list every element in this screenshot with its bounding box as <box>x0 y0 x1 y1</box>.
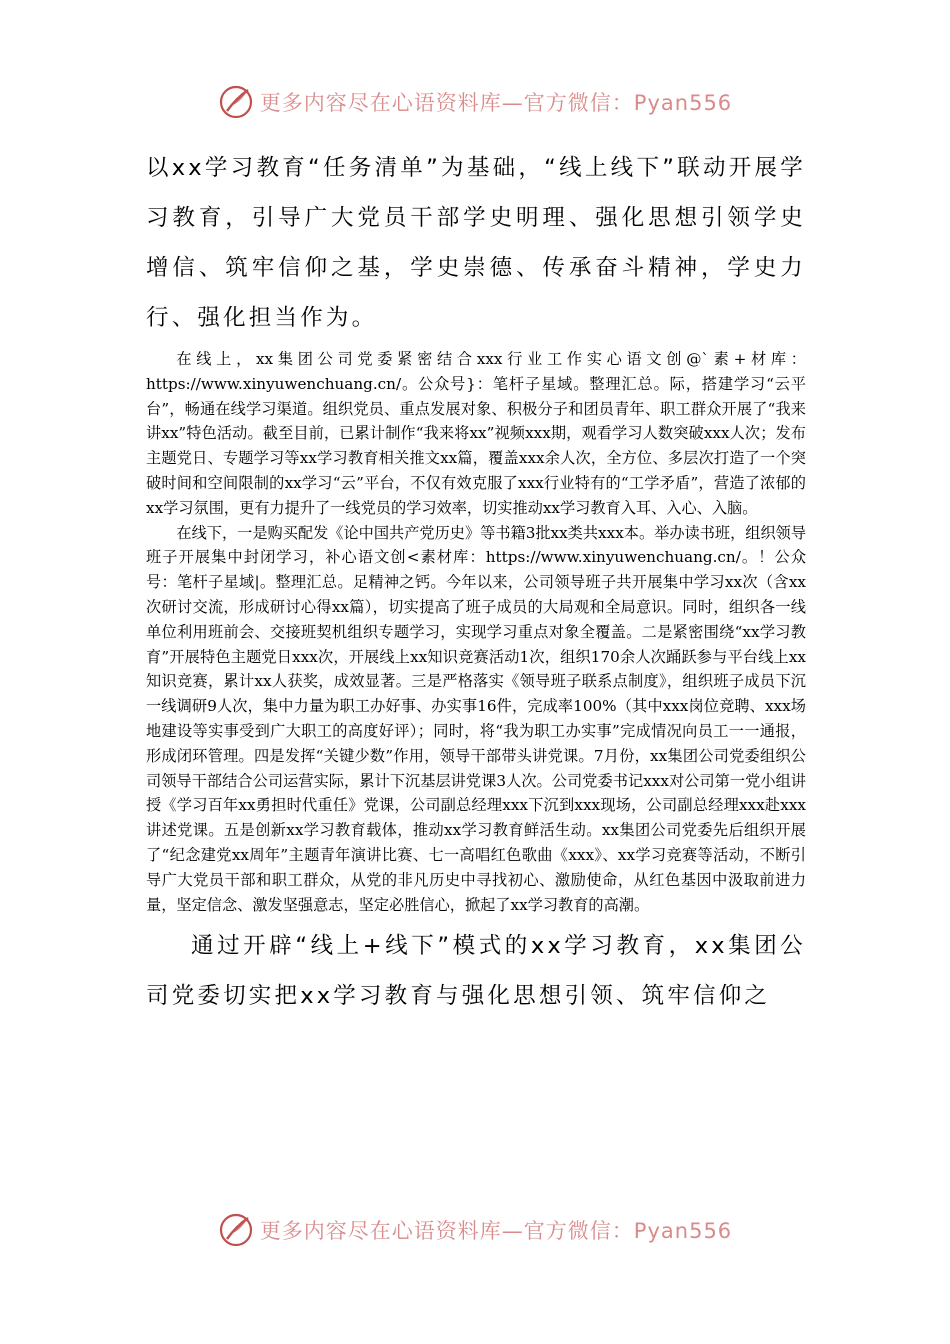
document-body <box>146 143 806 1021</box>
paragraph-task-list: 以xx学习教育“任务清单”为基础，“线上线下”联动开展学习教育，引导广大党员干部学史明理、强化思想引领学史增信、筑牢信仰之基，学史崇德、传承奋斗精神，学史力行、强化担当作为。 <box>146 155 806 331</box>
watermark-text: 更多内容尽在心语资料库—官方微信：Pyan556 <box>259 1219 733 1243</box>
quill-seal-icon <box>218 1212 254 1248</box>
watermark-text: 更多内容尽在心语资料库—官方微信：Pyan556 <box>259 91 733 115</box>
quill-seal-icon <box>218 84 254 120</box>
footer-watermark <box>0 1208 950 1252</box>
paragraph-offline: 在线下，一是购买配发《论中国共产党历史》等书籍3批xx类共xxx本。举办读书班，组织领导班子开展集中封闭学习，补心语文创<素材库：https://www.xinyuwenchuang.cn/。！公众号：笔杆子星域|。整理汇总。足精神之钙。今年以来，公司领导班子共开展集中学习xx次（含xx次研讨交流，形成研讨心得xx篇），切实提高了班子成员的大局观和全局意识。同时，组织各一线单位利用班前会、交接班契机组织专题学习，实现学习重点对象全覆盖。二是紧密围绕“xx学习教育”开展特色主题党日xxx次，开展线上xx知识竞赛活动1次，组织170余人次踊跃参与平台线上xx知识竞赛，累计xx人获奖，成效显著。三是严格落实《领导班子联系点制度》，组织班子成员下沉一线调研9人次，集中力量为职工办好事、办实事16件，完成率100%（其中xxx岗位竞聘、xxx场地建设等实事受到广大职工的高度好评）；同时，将“我为职工办实事”完成情况向员工一一通报，形成闭环管理。四是发挥“关键少数”作用，领导干部带头讲党课。7月份，xx集团公司党委组织公司领导干部结合公司运营实际，累计下沉基层讲党课3人次。公司党委书记xxx对公司第一党小组讲授《学习百年xx勇担时代重任》党课，公司副总经理xxx下沉到xxx现场，公司副总经理xxx赴xxx讲述党课。五是创新xx学习教育载体，推动xx学习教育鲜活生动。xx集团公司党委先后组织开展了“纪念建党xx周年”主题青年演讲比赛、七一高唱红色歌曲《xxx》、xx学习竞赛等活动，不断引导广大党员干部和职工群众，从党的非凡历史中寻找初心、激励使命，从红色基因中汲取前进力量，坚定信念、激发坚强意志，坚定必胜信心，掀起了xx学习教育的高潮。 <box>146 523 807 914</box>
paragraph-online: 在线上，xx集团公司党委紧密结合xxx行业工作实心语文创@`素+材库：https://www.xinyuwenchuang.cn/。公众号}：笔杆子星域。整理汇总。际，搭建学习“云平台”，畅通在线学习渠道。组织党员、重点发展对象、积极分子和团员青年、职工群众开展了“我来讲xx”特色活动。截至目前，已累计制作“我来将xx”视频xxx期，观看学习人数突破xxx人次；发布主题党日、专题学习等xx学习教育相关推文xx篇，覆盖xxx余人次，全方位、多层次打造了一个突破时间和空间限制的xx学习“云”平台，不仅有效克服了xxx行业特有的“工学矛盾”，营造了浓郁的xx学习氛围，更有力提升了一线党员的学习效率，切实推动xx学习教育入耳、入心、入脑。 <box>146 350 806 517</box>
header-watermark <box>0 80 950 124</box>
paragraph-conclusion: 通过开辟“线上+线下”模式的xx学习教育，xx集团公司党委切实把xx学习教育与强化思想引领、筑牢信仰之 <box>146 933 806 1010</box>
